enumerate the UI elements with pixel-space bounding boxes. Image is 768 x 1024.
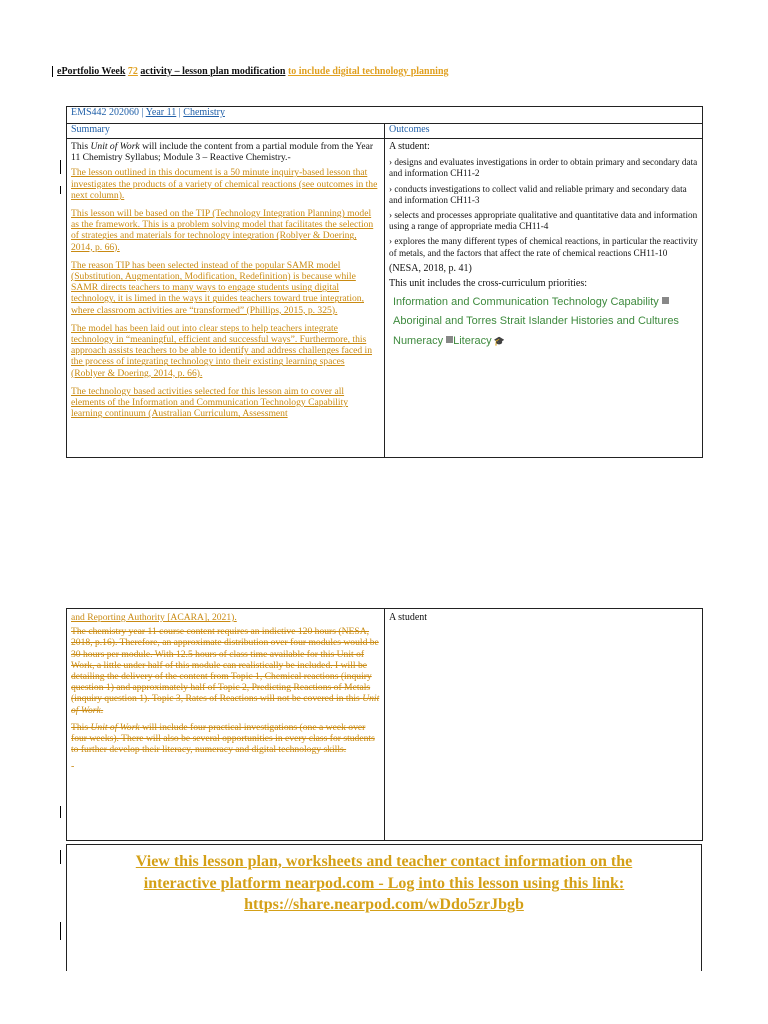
header-separator: | <box>176 107 184 118</box>
outcomes-cell <box>385 139 703 458</box>
summary-paragraph: The reason TIP has been selected instead of the popular SAMR model (Substitution, Augmentation, Modification, Redefinition) is because while SAMR directs teachers to many ways to engage students using digital technology, it is limed in the ways it guides teachers toward true integration, where classroom activities are “transformed” (Phillips, 2015, p. 325). <box>71 259 364 316</box>
title-week-number: 72 <box>127 66 138 77</box>
dash-marker: - <box>71 761 75 773</box>
summary-heading: Summary <box>67 124 385 139</box>
title-part-1: ePortfolio Week <box>57 66 126 77</box>
priority-numeracy-label: Numeracy <box>393 334 444 347</box>
computer-icon <box>662 297 669 304</box>
nearpod-link-box <box>66 844 702 971</box>
graduation-cap-icon: 🎓 <box>493 335 505 346</box>
summary-paragraph: This lesson will be based on the TIP (Technology Integration Planning) model as the framework. This is a problem solving model that facilitates the selection of strategies and materials for technology integration (Roblyer & Doering, 2014, p. 66). <box>71 208 374 253</box>
outcome-item: › conducts investigations to collect valid and reliable primary and secondary data and information CH11-3 <box>389 183 687 205</box>
summary-intro-emphasis: Unit of Work <box>90 141 140 152</box>
outcomes-cell-continued <box>385 609 703 841</box>
deleted-text: This <box>71 721 91 733</box>
summary-paragraph: The model has been laid out into clear steps to help teachers integrate technology in “meaningful, efficient and successful ways”. Furthermore, this approach assists teachers to be able to identify and address challenges faced in the process of integrating technology into their existing learning spaces (Roblyer & Doering, 2014, p. 66). <box>71 322 373 379</box>
year-level: Year 11 <box>145 107 177 118</box>
priority-literacy-label: Literacy <box>453 334 492 347</box>
page-title <box>57 66 757 77</box>
header-separator: | <box>139 107 146 118</box>
deleted-text: The chemistry year 11 course content requires an indictive 120 hours (NESA, 2018, p.16). Therefore, an approximate distribution over four modules would be 30 hours per module. With 12.5 hours of class time available for this Unit of Work, a little under half of this module can realistically be included. I will be detailing the delivery of the content from Topic 1, Chemical reactions (inquiry question 1) and approximately half of Topic 2, Predicting Reactions of Metals (inquiry question 1). Topic 3, Rates of Reactions will not be covered in this <box>71 626 379 705</box>
outcome-item: › designs and evaluates investigations in order to obtain primary and secondary data and information CH11-2 <box>389 157 698 179</box>
summary-cell <box>67 139 385 458</box>
outcome-item: › selects and processes appropriate qualitative and quantitative data and information using a range of appropriate media CH11-4 <box>389 210 698 232</box>
deleted-paragraph <box>71 626 380 716</box>
priorities-lead: This unit includes the cross-curriculum priorities: <box>389 278 588 290</box>
priority-atsi <box>393 316 698 327</box>
summary-intro-text: This <box>71 141 91 152</box>
deleted-paragraph <box>71 722 380 756</box>
deleted-emphasis: Unit of Work <box>90 721 140 733</box>
summary-intro <box>71 141 380 163</box>
outcomes-citation: (NESA, 2018, p. 41) <box>389 262 472 274</box>
lesson-plan-table <box>66 106 703 458</box>
deleted-emphasis: Unit of Work <box>71 693 380 716</box>
priority-atsi-label: Aboriginal and Torres Strait Islander Histories and Cultures <box>393 315 679 328</box>
nearpod-url[interactable]: https://share.nearpod.com/wDdo5zrJbgb <box>244 896 524 913</box>
priority-ict <box>393 297 698 308</box>
link-line-2[interactable]: interactive platform nearpod.com - Log into this lesson using this link: <box>143 874 625 892</box>
summary-continued: and Reporting Authority [ACARA], 2021). <box>71 612 237 623</box>
deleted-text: . <box>100 704 104 716</box>
priority-numeracy-literacy <box>393 336 698 347</box>
subject: Chemistry <box>183 107 225 118</box>
course-code: EMS442 202060 <box>71 107 140 118</box>
deleted-text: will include four practical investigations (one a week over four weeks). There will also be several opportunities in every class for students to further develop their literacy, numeracy and digital technology skills. <box>71 721 375 756</box>
change-bar <box>60 806 61 818</box>
change-bar <box>60 850 61 864</box>
outcomes-heading: Outcomes <box>385 124 703 139</box>
change-bar <box>60 922 61 940</box>
summary-cell-continued <box>67 609 385 841</box>
outcomes-continued: A student <box>389 612 428 623</box>
title-part-2: activity – lesson plan modification <box>140 66 286 77</box>
nearpod-link-text[interactable] <box>67 851 701 916</box>
title-part-3: to include digital technology planning <box>287 66 449 77</box>
change-bar <box>60 160 61 174</box>
summary-intro-text: will include the content from a partial module from the Year 11 Chemistry Syllabus; Module 3 – Reactive Chemistry.- <box>71 141 374 164</box>
lesson-plan-table-continued <box>66 608 703 841</box>
course-header <box>67 107 703 124</box>
link-line-1[interactable]: View this lesson plan, worksheets and teacher contact information on the <box>135 853 633 870</box>
outcomes-lead: A student: <box>389 141 430 152</box>
summary-paragraph: The technology based activities selected for this lesson aim to cover all elements of the Information and Communication Technology Capability learning continuum (Australian Curriculum, Assessment <box>71 385 349 420</box>
outcome-item: › explores the many different types of chemical reactions, in particular the reactivity of metals, and the factors that affect the rate of chemical reactions CH11-10 <box>389 236 698 258</box>
priority-ict-label: Information and Communication Technology Capability <box>393 296 659 309</box>
text-cursor <box>52 66 53 77</box>
change-bar <box>60 186 61 194</box>
summary-paragraph: The lesson outlined in this document is a 50 minute inquiry-based lesson that investigates the products of a variety of chemical reactions (see outcomes in the next column). <box>71 167 378 201</box>
